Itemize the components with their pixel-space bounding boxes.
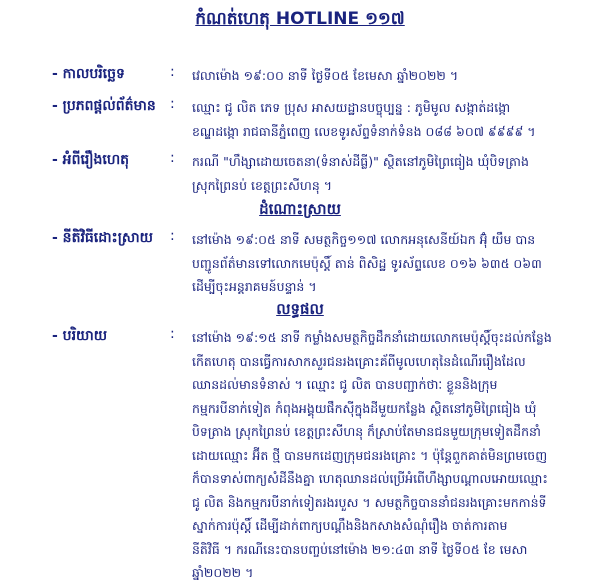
source-colon: : bbox=[170, 96, 175, 112]
incident-line: ស្រុកព្រៃនប់ ខេត្តព្រះសីហនុ ។ bbox=[192, 177, 332, 193]
date-colon: : bbox=[170, 64, 175, 80]
report-title: កំណត់ហេតុ HOTLINE ១១៧ bbox=[195, 9, 405, 29]
result-line: ឆ្នាំ២០២២ ។ bbox=[192, 565, 254, 580]
date-line: វេលាម៉ោង ១៩:០០ នាទី ថ្ងៃទី០៥ ខែមេសា ឆ្នាំ២០២២ ។ bbox=[192, 68, 459, 83]
date-label: - កាលបរិច្ឆេទ bbox=[52, 66, 125, 82]
resolution-line: នៅម៉ោង ១៩:០៥ នាទី សមត្ថកិច្ច១១៧ លោកអនុសេនីយ៍ឯក អ៊ុំ យឹម បាន bbox=[192, 232, 536, 247]
source-label: - ប្រភពផ្ដល់ព័ត៌មាន bbox=[52, 98, 156, 114]
resolution-label: - នីតិវិធីដោះស្រាយ bbox=[52, 230, 153, 246]
result-line: ឈានដល់មានទំនាស់ ។ ឈ្មោះ ជូ លិត បានបញ្ជាក់ថាៈ ខ្លួននិងក្រុម bbox=[192, 377, 498, 392]
result-colon: : bbox=[170, 326, 175, 342]
incident-colon: : bbox=[170, 150, 175, 166]
result-line: ជូ លិត និងកម្មករបីនាក់ទៀតរងរបួស ។ សមត្ថកិច្ចបាននាំជនរងគ្រោះមកកាន់ទី bbox=[192, 494, 547, 510]
source-line: ខណ្ឌដង្កោ រាជធានីភ្នំពេញ លេខទូរស័ព្ទទំនាក់ទំនង ០៨៨ ៦០៧ ៩៩៩៩ ។ bbox=[192, 123, 536, 139]
incident-label: - អំពីរឿងហេតុ bbox=[52, 152, 130, 168]
result-text bbox=[192, 326, 580, 585]
result-line: ដោយឈ្មោះ អ៊ីត ថ្មី បានមកដេញក្រុមជនរងគ្រោះ ។ ប៉ុន្តែពួកគាត់មិនព្រមចេញ bbox=[192, 447, 548, 463]
resolution-line: បញ្ជូនព័ត៌មានទៅលោកមេប៉ុស្តិ៍ តាន់ ពិសិដ្ឋ ទូរស័ព្ទលេខ ០១៦ ៦៣៥ ០៦៣ bbox=[192, 255, 542, 271]
result-label: - បរិយាយ bbox=[52, 328, 108, 344]
result-line: កើតហេតុ បានធ្វើការសាកសួរជនរងគ្រោះគ័ពីមូលហេតុនៃដំណើររឿងដែល bbox=[192, 353, 526, 369]
result-line: កម្មករបីនាក់ទៀត កំពុងអង្គុយផឹកស៊ីក្នុងដីមួយកន្លែង ស្ថិតនៅភូមិព្រៃធៀង ឃុំ bbox=[192, 400, 537, 416]
resolution-heading: ដំណោះស្រាយ bbox=[259, 200, 341, 218]
date-text bbox=[192, 64, 580, 88]
result-line: នៅម៉ោង ១៩:១៥ នាទី កម្លាំងសមត្ថកិច្ចដឹកនាំដោយលោកមេប៉ុស្តិ៍ចុះដល់កន្លែង bbox=[192, 330, 552, 345]
result-heading: លទ្ធផល bbox=[276, 300, 324, 318]
result-line: ក៏បានទាស់ពាក្យសំដីនឹងគ្នា ហេតុឈានដល់ប្រើអំពើហឹង្សាបណ្ដាលអោយឈ្មោះ bbox=[192, 471, 548, 486]
result-line: នីតិវិធី ។ ករណីនេះបានបញ្ចប់នៅម៉ោង ២១:៤៣ នាទី ថ្ងៃទី០៥ ខែ មេសា bbox=[192, 541, 528, 557]
source-text bbox=[192, 96, 580, 143]
resolution-line: ដើម្បីចុះអន្តរាគមន៍បន្ទាន់ ។ bbox=[192, 279, 317, 294]
resolution-text bbox=[192, 228, 580, 299]
incident-text bbox=[192, 150, 580, 197]
resolution-colon: : bbox=[170, 228, 175, 244]
result-line: បិទត្រាង ស្រុកព្រៃនប់ ខេត្តព្រះសីហនុ ក៏ស្រាប់តែមានជនមួយក្រុមទៀតដឹកនាំ bbox=[192, 424, 541, 439]
incident-line: ករណី "ហឹង្សាដោយចេតនា(ទំនាស់ដីធ្លី)" ស្ថិតនៅភូមិព្រៃធៀង ឃុំបិទត្រាង bbox=[192, 154, 529, 169]
result-line: ស្នាក់ការប៉ុស្តិ៍ ដើម្បីដាក់ពាក្យបណ្ដឹងនិងកសាងសំណុំរឿង ចាត់ការតាម bbox=[192, 518, 508, 533]
source-line: ឈ្មោះ ជូ លិត ភេទ ប្រុស អាសយដ្ឋានបច្ចុប្បន្ន : ភូមិមូល សង្កាត់ដង្កោ bbox=[192, 100, 511, 115]
